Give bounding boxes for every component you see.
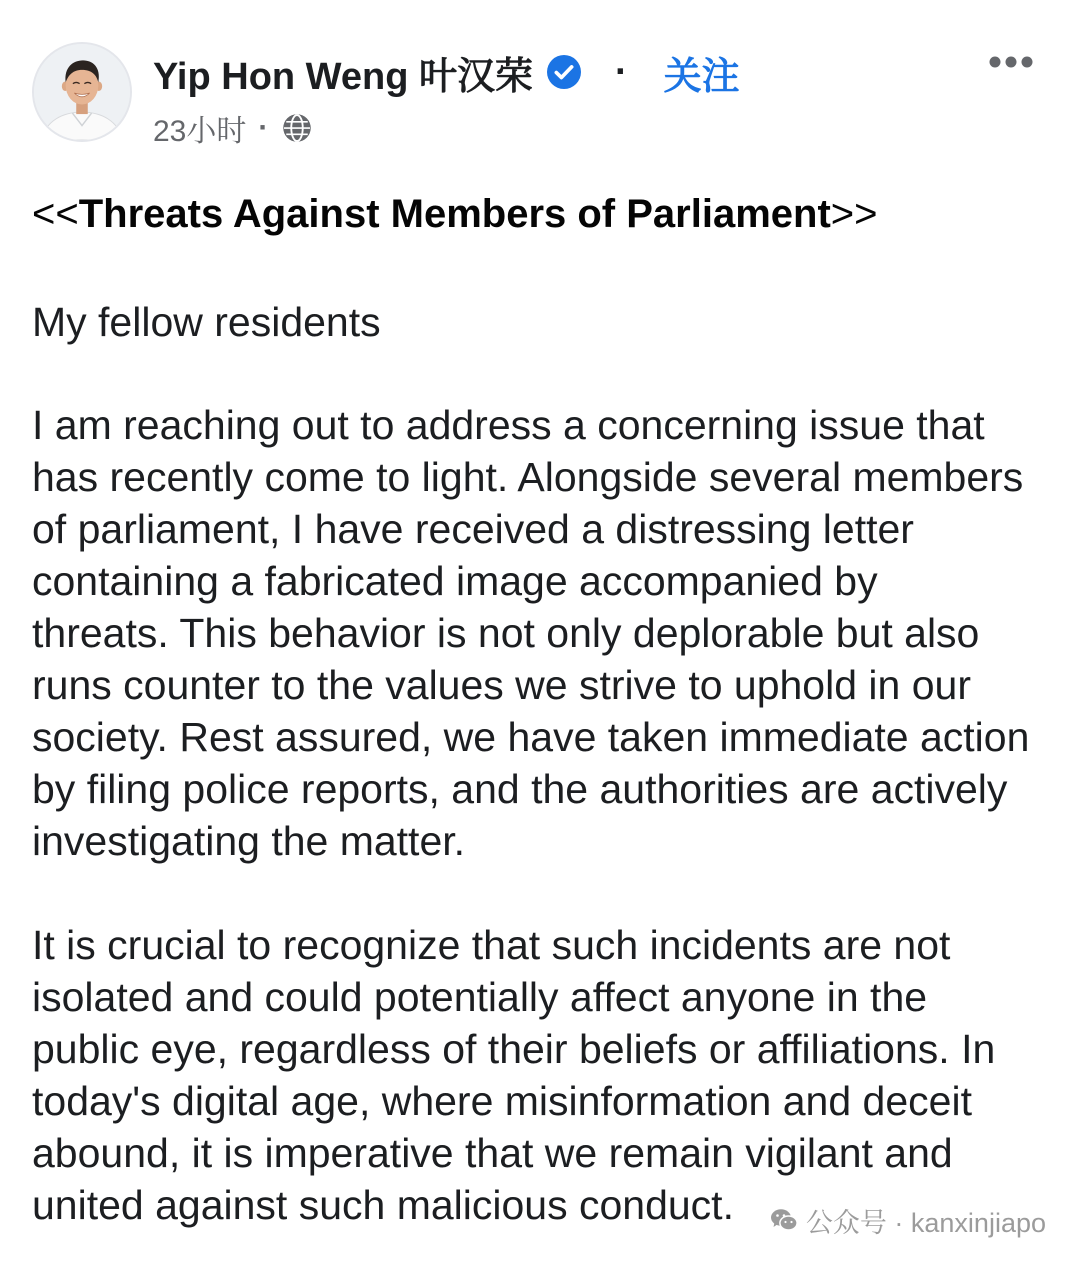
body-line: by filing police reports, and the authorities are actively bbox=[32, 766, 1008, 812]
body-line: united against such malicious conduct. bbox=[32, 1182, 734, 1228]
follow-button[interactable]: 关注 bbox=[663, 55, 740, 98]
wechat-eye-3 bbox=[784, 1221, 786, 1223]
more-dot-2 bbox=[1006, 57, 1017, 68]
body-line: I am reaching out to address a concerning issue that bbox=[32, 402, 985, 448]
more-dot-1 bbox=[990, 57, 1001, 68]
body-line: It is crucial to recognize that such incidents are not bbox=[32, 922, 951, 968]
body-line: containing a fabricated image accompanied by bbox=[32, 558, 878, 604]
author-name-link[interactable]: Yip Hon Weng 叶汉荣 bbox=[153, 55, 533, 98]
body-line: society. Rest assured, we have taken immediate action bbox=[32, 714, 1030, 760]
post-paragraph-2 bbox=[32, 919, 995, 1231]
body-line: has recently come to light. Alongside several members bbox=[32, 454, 1024, 500]
more-dot-3 bbox=[1022, 57, 1033, 68]
post-paragraph-1 bbox=[32, 399, 1029, 867]
post-timestamp-link[interactable]: 23小时 bbox=[153, 115, 247, 148]
title-text: Threats Against Members of Parliament bbox=[78, 192, 831, 236]
wechat-icon bbox=[770, 1208, 798, 1232]
post-title bbox=[32, 188, 878, 240]
body-line: public eye, regardless of their beliefs or affiliations. In bbox=[32, 1026, 996, 1072]
wechat-bubble-small bbox=[780, 1216, 797, 1230]
more-horizontal-icon bbox=[989, 55, 1033, 69]
body-line: investigating the matter. bbox=[32, 818, 466, 864]
post-meta-row bbox=[153, 108, 312, 148]
verified-badge-circle bbox=[547, 55, 581, 89]
name-separator-dot: · bbox=[614, 50, 628, 93]
meta-separator-dot: · bbox=[258, 111, 269, 144]
globe-icon bbox=[282, 113, 312, 143]
wechat-eye-1 bbox=[776, 1214, 779, 1217]
body-line: threats. This behavior is not only deplorable but also bbox=[32, 610, 980, 656]
body-line: of parliament, I have received a distressing letter bbox=[32, 506, 914, 552]
body-line: runs counter to the values we strive to uphold in our bbox=[32, 662, 971, 708]
post-greeting: My fellow residents bbox=[32, 299, 381, 345]
wechat-eye-2 bbox=[783, 1214, 786, 1217]
verified-badge-icon bbox=[547, 55, 581, 89]
body-line: today's digital age, where misinformation and deceit bbox=[32, 1078, 972, 1124]
wechat-eye-4 bbox=[790, 1221, 792, 1223]
title-open-brackets: << bbox=[32, 192, 79, 236]
avatar-photo bbox=[34, 44, 130, 140]
more-options-button[interactable] bbox=[989, 55, 1033, 69]
wechat-watermark bbox=[770, 1202, 1046, 1238]
title-close-brackets: >> bbox=[830, 192, 878, 236]
post-header-name-row bbox=[153, 46, 740, 98]
watermark-text: 公众号 · kanxinjiapo bbox=[805, 1207, 1046, 1238]
body-line: abound, it is imperative that we remain vigilant and bbox=[32, 1130, 953, 1176]
body-line: isolated and could potentially affect anyone in the bbox=[32, 974, 928, 1020]
author-avatar[interactable] bbox=[32, 42, 132, 142]
